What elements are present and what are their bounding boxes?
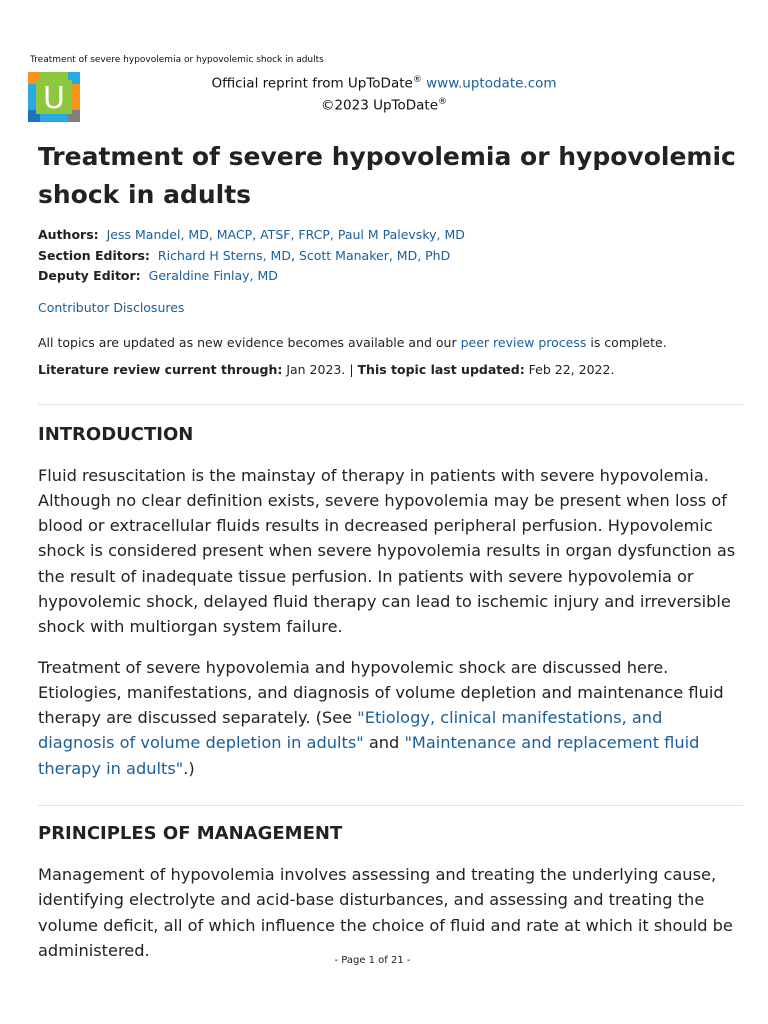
authors-link[interactable]: Jess Mandel, MD, MACP, ATSF, FRCP, Paul M Palevsky, MD	[106, 227, 465, 242]
divider-2	[38, 805, 743, 806]
reprint-text: Official reprint from UpToDate	[211, 75, 413, 92]
lit-review-label: Literature review current through:	[38, 361, 283, 377]
running-head: Treatment of severe hypovolemia or hypovolemic shock in adults	[30, 55, 324, 65]
deputy-editor-line	[38, 266, 743, 287]
editor-separator: ,	[290, 247, 295, 263]
intro-paragraph-1: Fluid resuscitation is the mainstay of therapy in patients with severe hypovolemia. Although no clear definition exists, severe hypovolemia may be present when loss of blood or extracellular fluids results in decreased peripheral perfusion. Hypovolemic shock is considered present when severe hypovolemia results in organ dysfunction as the result of inadequate tissue perfusion. In patients with severe hypovolemia or hypovolemic shock, delayed fluid therapy can lead to ischemic injury and irreversible shock with multiorgan system failure.	[38, 465, 736, 637]
deputy-editor-label: Deputy Editor:	[38, 268, 141, 283]
update-note-after: is complete.	[586, 334, 667, 350]
svg-text:U: U	[43, 81, 65, 116]
deputy-editor-link[interactable]: Geraldine Finlay, MD	[148, 268, 278, 283]
section-editors-line	[38, 246, 743, 267]
section-editors-label: Section Editors:	[38, 247, 150, 263]
review-dates	[38, 361, 743, 379]
intro-paragraph-2	[38, 655, 743, 781]
section-editor-link-2[interactable]: Scott Manaker, MD, PhD	[298, 247, 451, 263]
author-block	[38, 225, 743, 287]
copyright-text: ©2023 UpToDate	[320, 97, 439, 113]
etiology-link[interactable]: "Etiology, clinical manifestations, and diagnosis of volume depletion in adults"	[38, 708, 663, 753]
section-heading-principles: PRINCIPLES OF MANAGEMENT	[38, 823, 343, 845]
authors-line	[38, 225, 743, 246]
intro-p2-text-mid: and	[363, 733, 405, 753]
update-note-before: All topics are updated as new evidence becomes available and our	[38, 334, 461, 350]
lit-review-value: Jan 2023. |	[282, 361, 358, 377]
intro-p2-text-end: .)	[183, 758, 195, 778]
uptodate-link[interactable]: www.uptodate.com	[426, 75, 557, 92]
reprint-header	[0, 71, 768, 114]
update-note	[38, 334, 743, 352]
section-heading-introduction: INTRODUCTION	[38, 423, 194, 445]
intro-p2-text-start: Treatment of severe hypovolemia and hypovolemic shock are discussed here. Etiologies, manifestations, and diagnosis of volume depletion and maintenance fluid therapy are discussed separately. (See	[38, 657, 724, 728]
registered-mark-2: ®	[438, 96, 448, 107]
page-title: Treatment of severe hypovolemia or hypovolemic shock in adults	[38, 142, 736, 209]
registered-mark: ®	[412, 75, 422, 85]
peer-review-link[interactable]: peer review process	[460, 334, 587, 350]
article	[38, 138, 743, 963]
page-number: - Page 1 of 21 -	[334, 955, 411, 966]
contributor-disclosures-link[interactable]: Contributor Disclosures	[38, 299, 185, 315]
last-updated-value: Feb 22, 2022.	[524, 361, 615, 377]
divider	[38, 404, 743, 405]
last-updated-label: This topic last updated:	[357, 361, 525, 377]
maintenance-fluid-link[interactable]: "Maintenance and replacement fluid therapy in adults"	[38, 733, 700, 778]
authors-label: Authors:	[38, 227, 99, 242]
principles-paragraph-1: Management of hypovolemia involves assessing and treating the underlying cause, identifying electrolyte and acid-base disturbances, and assessing and treating the volume deficit, all of which influence the choice of fluid and rate at which it should be administered.	[38, 865, 733, 960]
section-editor-link-1[interactable]: Richard H Sterns, MD	[157, 247, 291, 263]
